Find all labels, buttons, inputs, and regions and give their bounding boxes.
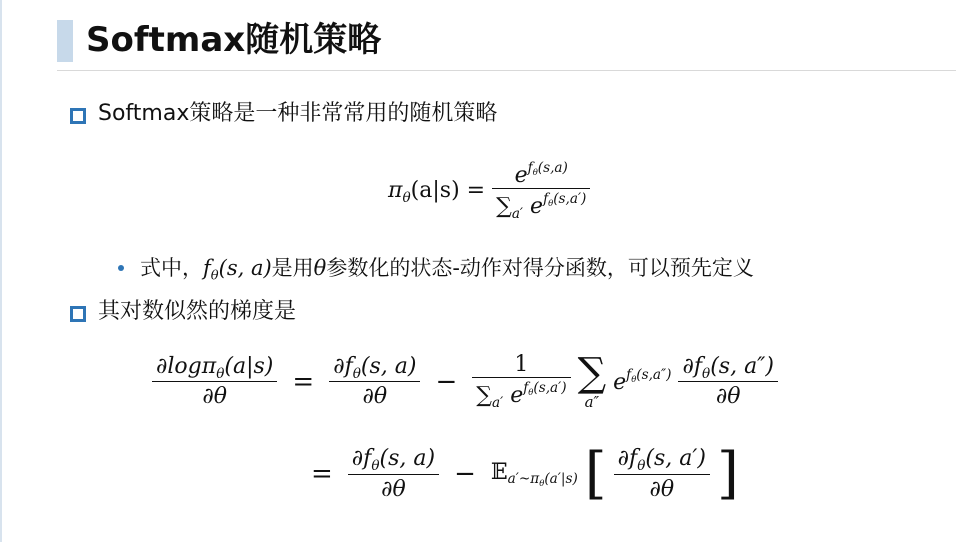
eq1-denominator: $\sum_{a'}$ $e^{f_\theta(s,a')}$: [492, 188, 590, 222]
eq3-term1-fraction: $\frac{\partial f_\theta(s, a)}{\partial\theta}$: [348, 446, 439, 502]
eq2-term1-fraction: $\frac{\partial f_\theta(s, a)}{\partial\theta}$: [329, 354, 420, 410]
title-divider: [57, 70, 956, 71]
bullet-square-icon: [70, 108, 86, 124]
sub-bullet-dot-icon: [118, 265, 124, 271]
eq3-expectation: 𝔼$_{a'\sim\pi_\theta(a'|s)}$: [490, 459, 578, 489]
eq2-summation: ∑ a″: [577, 349, 607, 411]
eq1-lhs: $\pi_\theta(a|s)$ =: [388, 178, 486, 206]
slide-title: Softmax随机策略: [86, 20, 382, 60]
eq1-numerator: $e^{f_\theta(s,a)}$: [514, 160, 568, 189]
eq1-fraction: [492, 160, 590, 222]
eq2-term3-fraction: $\frac{\partial f_\theta(s, a'')}{\partial\theta}$: [678, 354, 778, 410]
bullet-square-icon: [70, 306, 86, 322]
left-edge-rule: [0, 0, 2, 542]
title-accent-bar: [57, 20, 73, 62]
bullet-text-1: Softmax策略是一种非常常用的随机策略: [98, 101, 498, 126]
eq2-lhs-fraction: $\frac{\partial\log\pi_\theta(a|s)}{\partial\theta}$: [152, 354, 277, 410]
eq2-term2-fraction: $\frac{1}{\sum_{a'} e^{f_\theta(s,a')}}$: [472, 352, 570, 411]
softmax-policy-equation: [388, 160, 590, 222]
eq3-term2-fraction: $\frac{\partial f_\theta(s, a')}{\partial\theta}$: [614, 446, 710, 502]
eq2-exp-term: $e^{f_\theta(s,a'')}$: [613, 367, 672, 396]
log-gradient-equation: $\frac{\partial\log\pi_\theta(a|s)}{\partial\theta}$ = $\frac{\partial f_\theta(s, a)}{\partial\theta}$ − $\frac{1}{\sum_{a'} e^{f_\theta(s,a')}}$ ∑ a″ $e^{f_\theta(s,a'')}$ $\frac{\partial f_\theta(s, a'')}{\partial\theta}$: [152, 352, 778, 411]
bullet-text-2: 其对数似然的梯度是: [98, 299, 297, 324]
note-text: 式中，$f_\theta(s$, a)是用θ参数化的状态-动作对得分函数，可以预先定义: [140, 256, 754, 284]
expectation-equation: = $\frac{\partial f_\theta(s, a)}{\partial\theta}$ − 𝔼$_{a'\sim\pi_\theta(a'|s)}$ [ $\frac{\partial f_\theta(s, a')}{\partial\theta}$ ]: [311, 441, 739, 506]
